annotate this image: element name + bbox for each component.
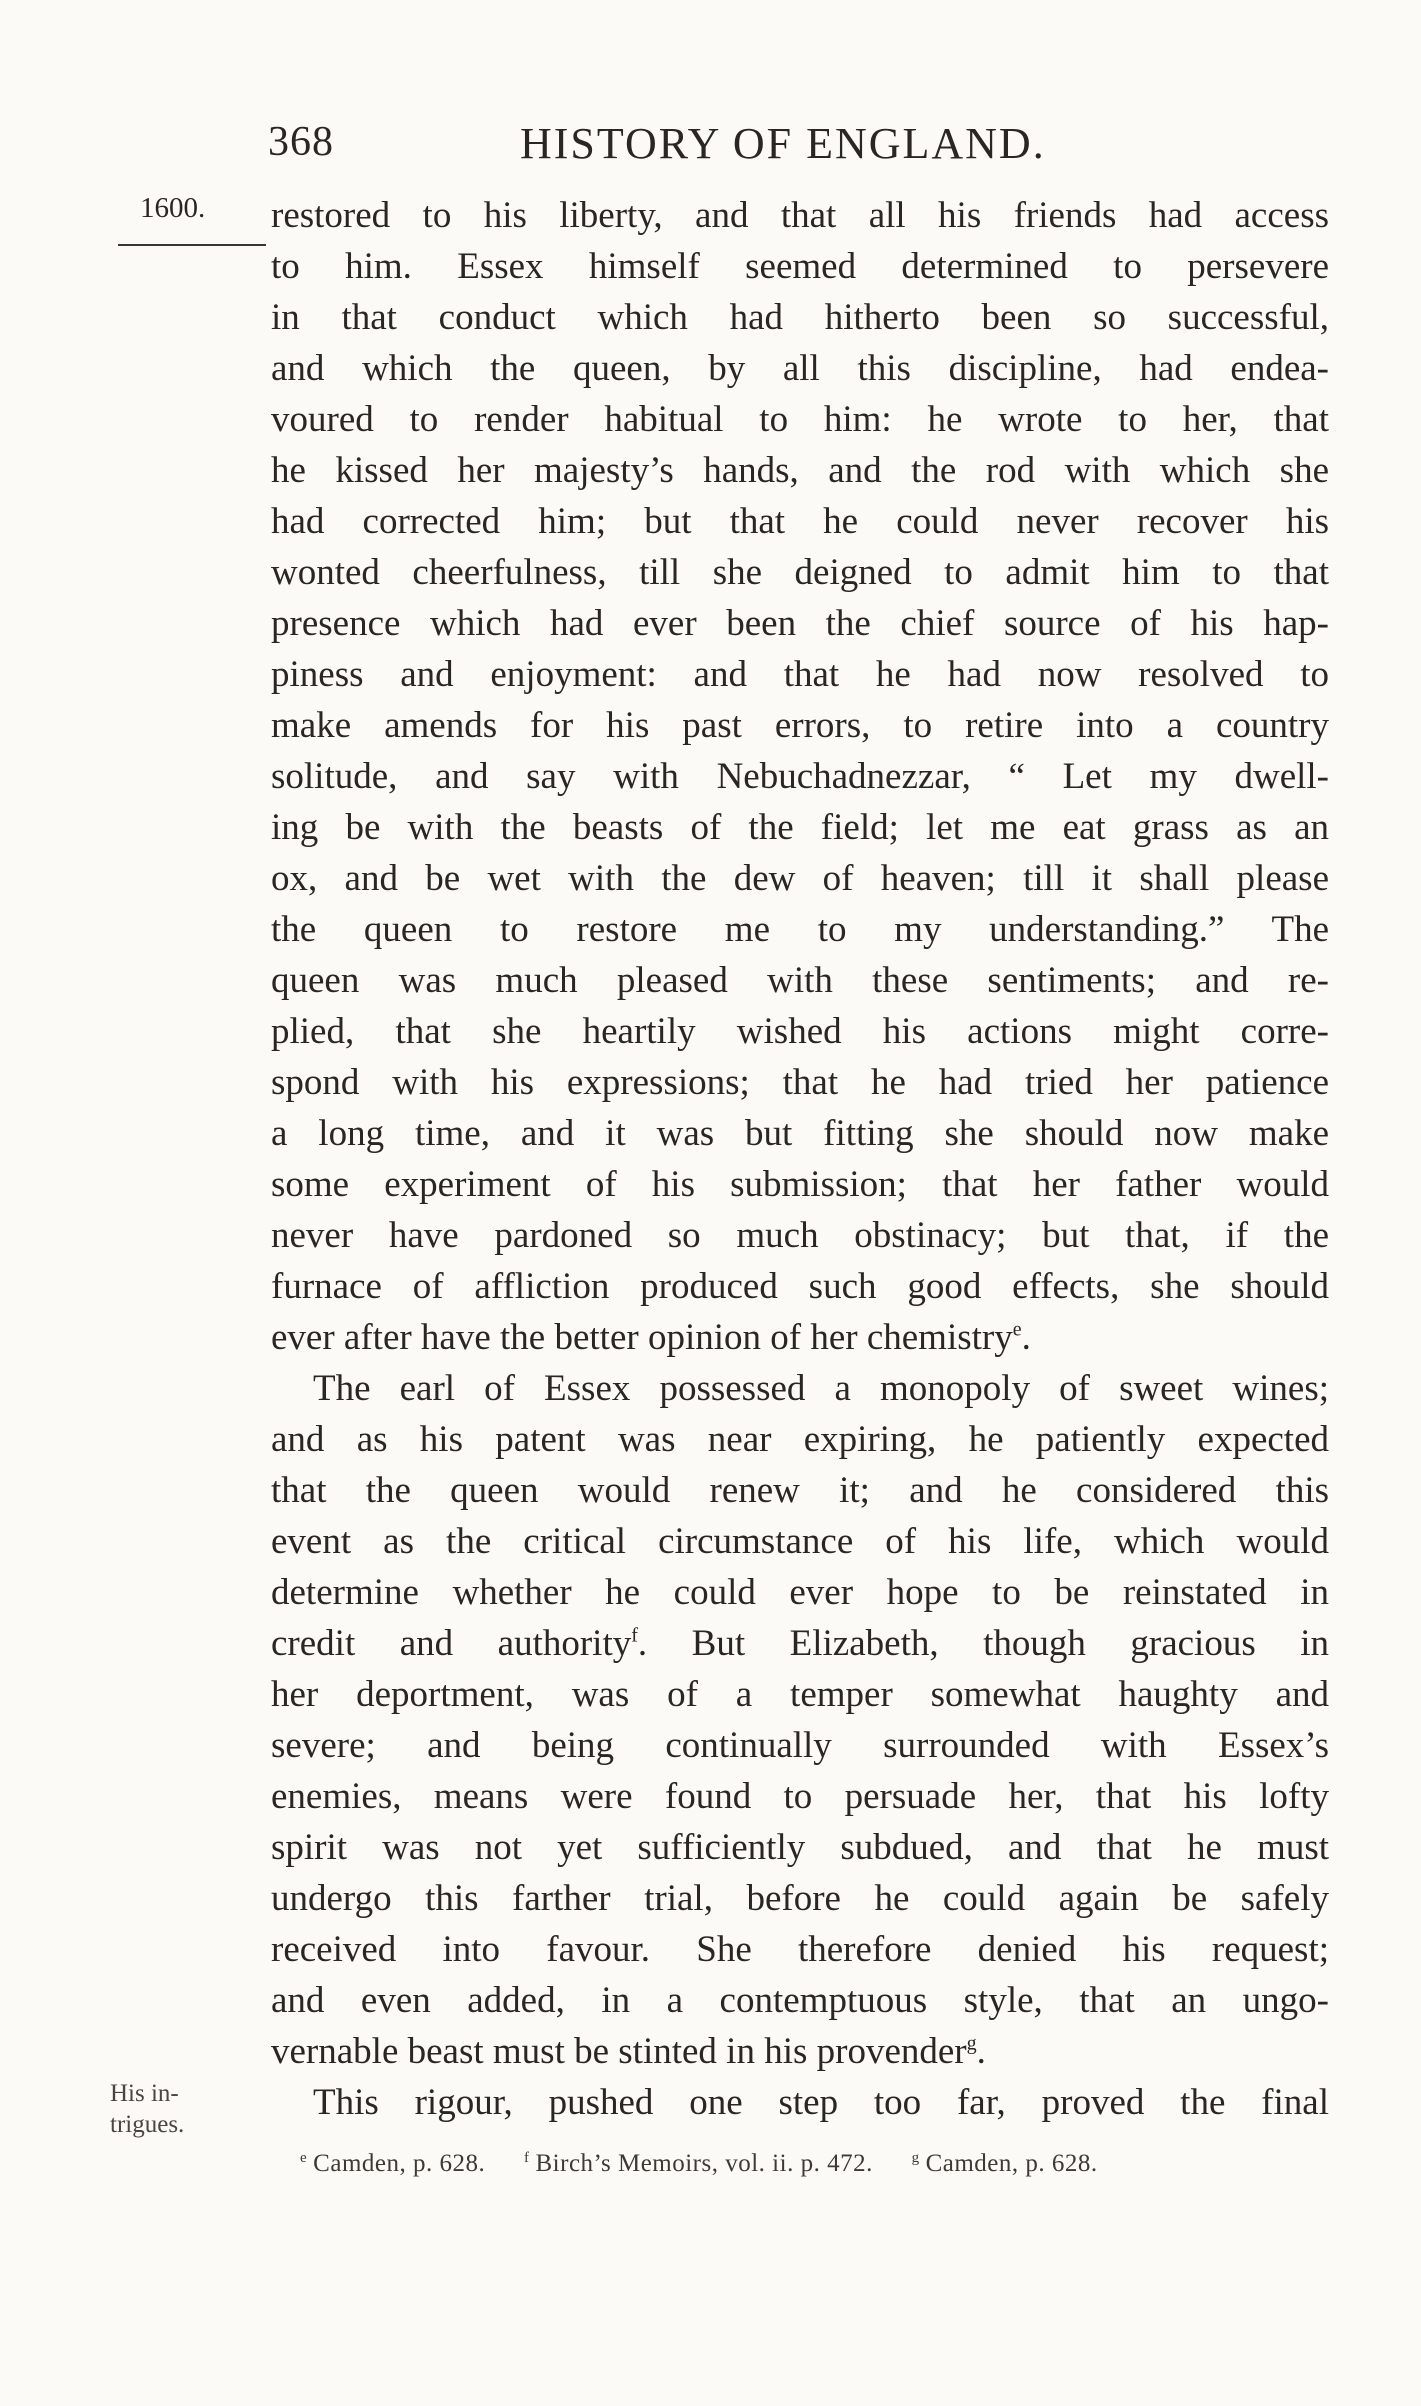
- text-line: This rigour, pushed one step too far, proved the final: [313, 2082, 1329, 2123]
- text-line: enemies, means were found to persuade her, that his lofty: [271, 1776, 1329, 1817]
- footnote-text: Birch’s Memoirs, vol. ii. p. 472.: [535, 2150, 873, 2177]
- text-line-content: vernable beast must be stinted in his provender: [271, 2031, 967, 2072]
- footnote-text: Camden, p. 628.: [925, 2150, 1098, 2177]
- text-line: had corrected him; but that he could never recover his: [271, 501, 1329, 542]
- text-line: in that conduct which had hitherto been so successful,: [271, 297, 1329, 338]
- text-line: her deportment, was of a temper somewhat haughty and: [271, 1674, 1329, 1715]
- page-header: [0, 118, 1421, 178]
- text-line: some experiment of his submission; that her father would: [271, 1164, 1329, 1205]
- page-number: 368: [268, 119, 334, 165]
- text-line-content: ever after have the better opinion of her chemistry: [271, 1317, 1013, 1358]
- text-line: the queen to restore me to my understanding.” The: [271, 909, 1329, 950]
- text-line: The earl of Essex possessed a monopoly of sweet wines;: [313, 1368, 1329, 1409]
- text-line: plied, that she heartily wished his actions might corre-: [271, 1011, 1329, 1052]
- text-line: and as his patent was near expiring, he patiently expected: [271, 1419, 1329, 1460]
- text-line: make amends for his past errors, to retire into a country: [271, 705, 1329, 746]
- text-line: restored to his liberty, and that all his friends had access: [271, 195, 1329, 236]
- margin-rule: [118, 244, 266, 246]
- text-line: [271, 1312, 1329, 1363]
- footnote-ref: e: [1012, 1318, 1022, 1341]
- text-line: a long time, and it was but fitting she should now make: [271, 1113, 1329, 1154]
- text-line: [271, 2026, 1329, 2077]
- text-line: wonted cheerfulness, till she deigned to admit him to that: [271, 552, 1329, 593]
- footnote-mark: f: [524, 2149, 530, 2166]
- text-line: queen was much pleased with these sentiments; and re-: [271, 960, 1329, 1001]
- text-line: severe; and being continually surrounded with Essex’s: [271, 1725, 1329, 1766]
- footnote-mark: e: [300, 2149, 308, 2166]
- text-line: voured to render habitual to him: he wrote to her, that: [271, 399, 1329, 440]
- text-line: and even added, in a contemptuous style, that an ungo-: [271, 1980, 1329, 2021]
- text-line: solitude, and say with Nebuchadnezzar, “ Let my dwell-: [271, 756, 1329, 797]
- side-note-line: trigues.: [110, 2111, 185, 2138]
- text-line: ing be with the beasts of the field; let me eat grass as an: [271, 807, 1329, 848]
- text-line-content: credit and authority: [271, 1623, 632, 1664]
- text-line-tail: .: [1021, 1317, 1031, 1358]
- running-title: HISTORY OF ENGLAND.: [520, 119, 1046, 168]
- text-line: event as the critical circumstance of his life, which would: [271, 1521, 1329, 1562]
- text-line: received into favour. She therefore denied his request;: [271, 1929, 1329, 1970]
- text-line: piness and enjoyment: and that he had now resolved to: [271, 654, 1329, 695]
- footnote-ref: g: [966, 2032, 977, 2055]
- text-line: [271, 1618, 1329, 1669]
- text-line: presence which had ever been the chief source of his hap-: [271, 603, 1329, 644]
- text-line: to him. Essex himself seemed determined to persevere: [271, 246, 1329, 287]
- footnote-mark: g: [911, 2149, 920, 2166]
- text-line: ox, and be wet with the dew of heaven; till it shall please: [271, 858, 1329, 899]
- text-line: he kissed her majesty’s hands, and the rod with which she: [271, 450, 1329, 491]
- text-line: furnace of affliction produced such good effects, she should: [271, 1266, 1329, 1307]
- text-line-tail: . But Elizabeth, though gracious in: [637, 1623, 1330, 1664]
- footnote: [524, 2150, 873, 2178]
- body-text: [271, 190, 1329, 2128]
- text-line: determine whether he could ever hope to be reinstated in: [271, 1572, 1329, 1613]
- margin-year: 1600.: [140, 192, 206, 224]
- side-note-line: His in-: [110, 2080, 179, 2107]
- text-line: that the queen would renew it; and he considered this: [271, 1470, 1329, 1511]
- text-line: spond with his expressions; that he had tried her patience: [271, 1062, 1329, 1103]
- text-line-tail: .: [976, 2031, 986, 2072]
- text-line: spirit was not yet sufficiently subdued, and that he must: [271, 1827, 1329, 1868]
- footnote-text: Camden, p. 628.: [313, 2150, 486, 2177]
- footnote: [912, 2150, 1098, 2178]
- footnote-ref: f: [631, 1624, 638, 1647]
- side-note: [110, 2078, 220, 2140]
- footnote: [300, 2150, 485, 2178]
- text-line: undergo this farther trial, before he could again be safely: [271, 1878, 1329, 1919]
- footnotes: [300, 2150, 1330, 2178]
- text-line: never have pardoned so much obstinacy; but that, if the: [271, 1215, 1329, 1256]
- text-line: and which the queen, by all this discipline, had endea-: [271, 348, 1329, 389]
